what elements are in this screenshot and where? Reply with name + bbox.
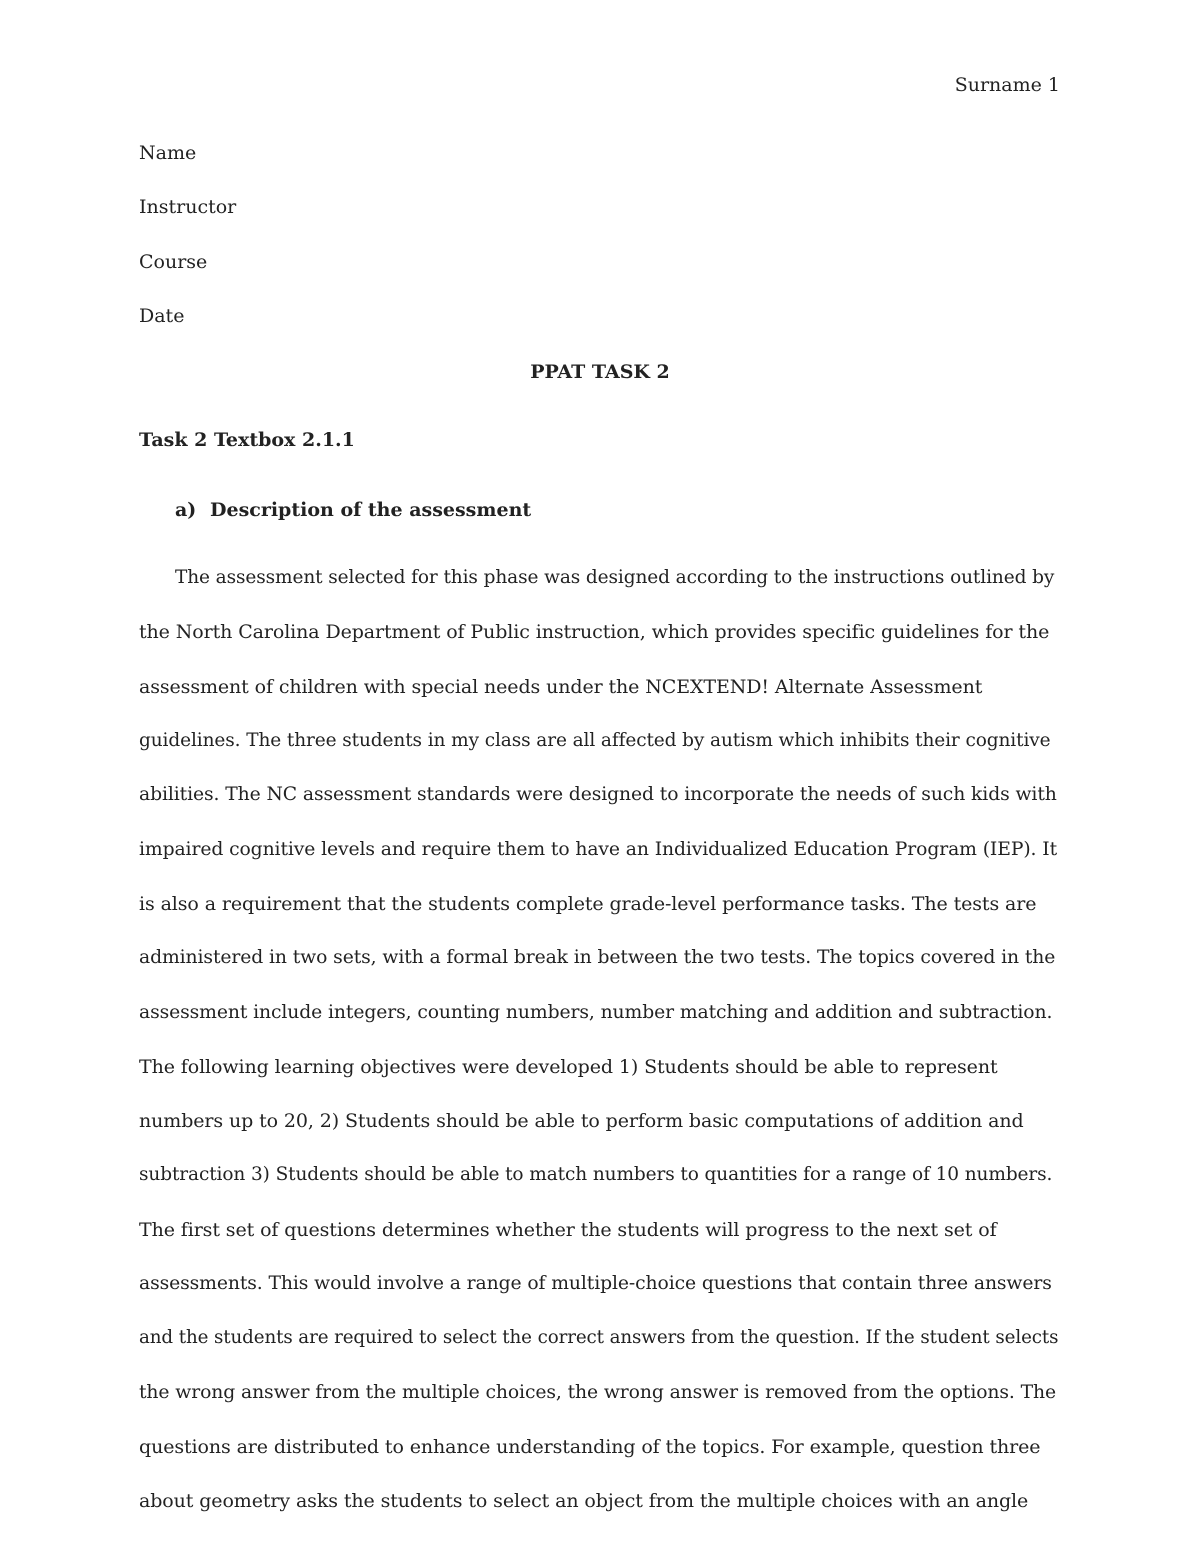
paragraph-line: is also a requirement that the students complete grade-level performance tasks. The tests are: [139, 892, 1037, 915]
paragraph-line: the wrong answer from the multiple choices, the wrong answer is removed from the options. The: [139, 1381, 1057, 1403]
instructor-line: Instructor: [139, 196, 237, 219]
paragraph-line: The first set of questions determines whether the students will progress to the next set of: [139, 1218, 997, 1241]
paragraph-line: and the students are required to select the correct answers from the question. If the student selects: [139, 1327, 1059, 1349]
paragraph-line: subtraction 3) Students should be able to match numbers to quantities for a range of 10 numbers.: [139, 1164, 1053, 1186]
body-paragraph: [139, 565, 1061, 1542]
paragraph-line: numbers up to 20, 2) Students should be able to perform basic computations of addition and: [139, 1110, 1024, 1133]
student-info-block: [139, 140, 1061, 357]
section-heading-text: Description of the assessment: [210, 499, 532, 522]
course-line: Course: [139, 250, 208, 273]
running-head: Surname 1: [954, 74, 1060, 96]
paragraph-line: impaired cognitive levels and require them to have an Individualized Education Program (IEP). It: [139, 838, 1058, 860]
paragraph-line: assessments. This would involve a range of multiple-choice questions that contain three answers: [139, 1273, 1052, 1295]
paragraph-line: abilities. The NC assessment standards were designed to incorporate the needs of such kids with: [139, 784, 1057, 806]
student-name-line: Name: [139, 142, 197, 164]
list-marker: a): [175, 499, 197, 522]
document-title: PPAT TASK 2: [530, 361, 670, 384]
paragraph-line: The assessment selected for this phase was designed according to the instructions outlined by: [175, 567, 1055, 589]
paragraph-line: the North Carolina Department of Public instruction, which provides specific guidelines for the: [139, 621, 1050, 644]
paragraph-line: questions are distributed to enhance understanding of the topics. For example, question three: [139, 1435, 1041, 1458]
paragraph-line: about geometry asks the students to select an object from the multiple choices with an angle: [139, 1490, 1029, 1513]
document-body: [139, 140, 1061, 1543]
section-heading: [139, 497, 1061, 565]
textbox-subheading: Task 2 Textbox 2.1.1: [139, 429, 355, 452]
paragraph-line: guidelines. The three students in my class are all affected by autism which inhibits their cognitive: [139, 730, 1051, 752]
paragraph-line: assessment of children with special needs under the NCEXTEND! Alternate Assessment: [139, 675, 983, 698]
paragraph-line: administered in two sets, with a formal break in between the two tests. The topics covered in the: [139, 947, 1056, 969]
paragraph-line: The following learning objectives were developed 1) Students should be able to represent: [139, 1055, 998, 1078]
paragraph-line: assessment include integers, counting numbers, number matching and addition and subtraction.: [139, 1001, 1053, 1023]
date-line: Date: [139, 304, 185, 327]
